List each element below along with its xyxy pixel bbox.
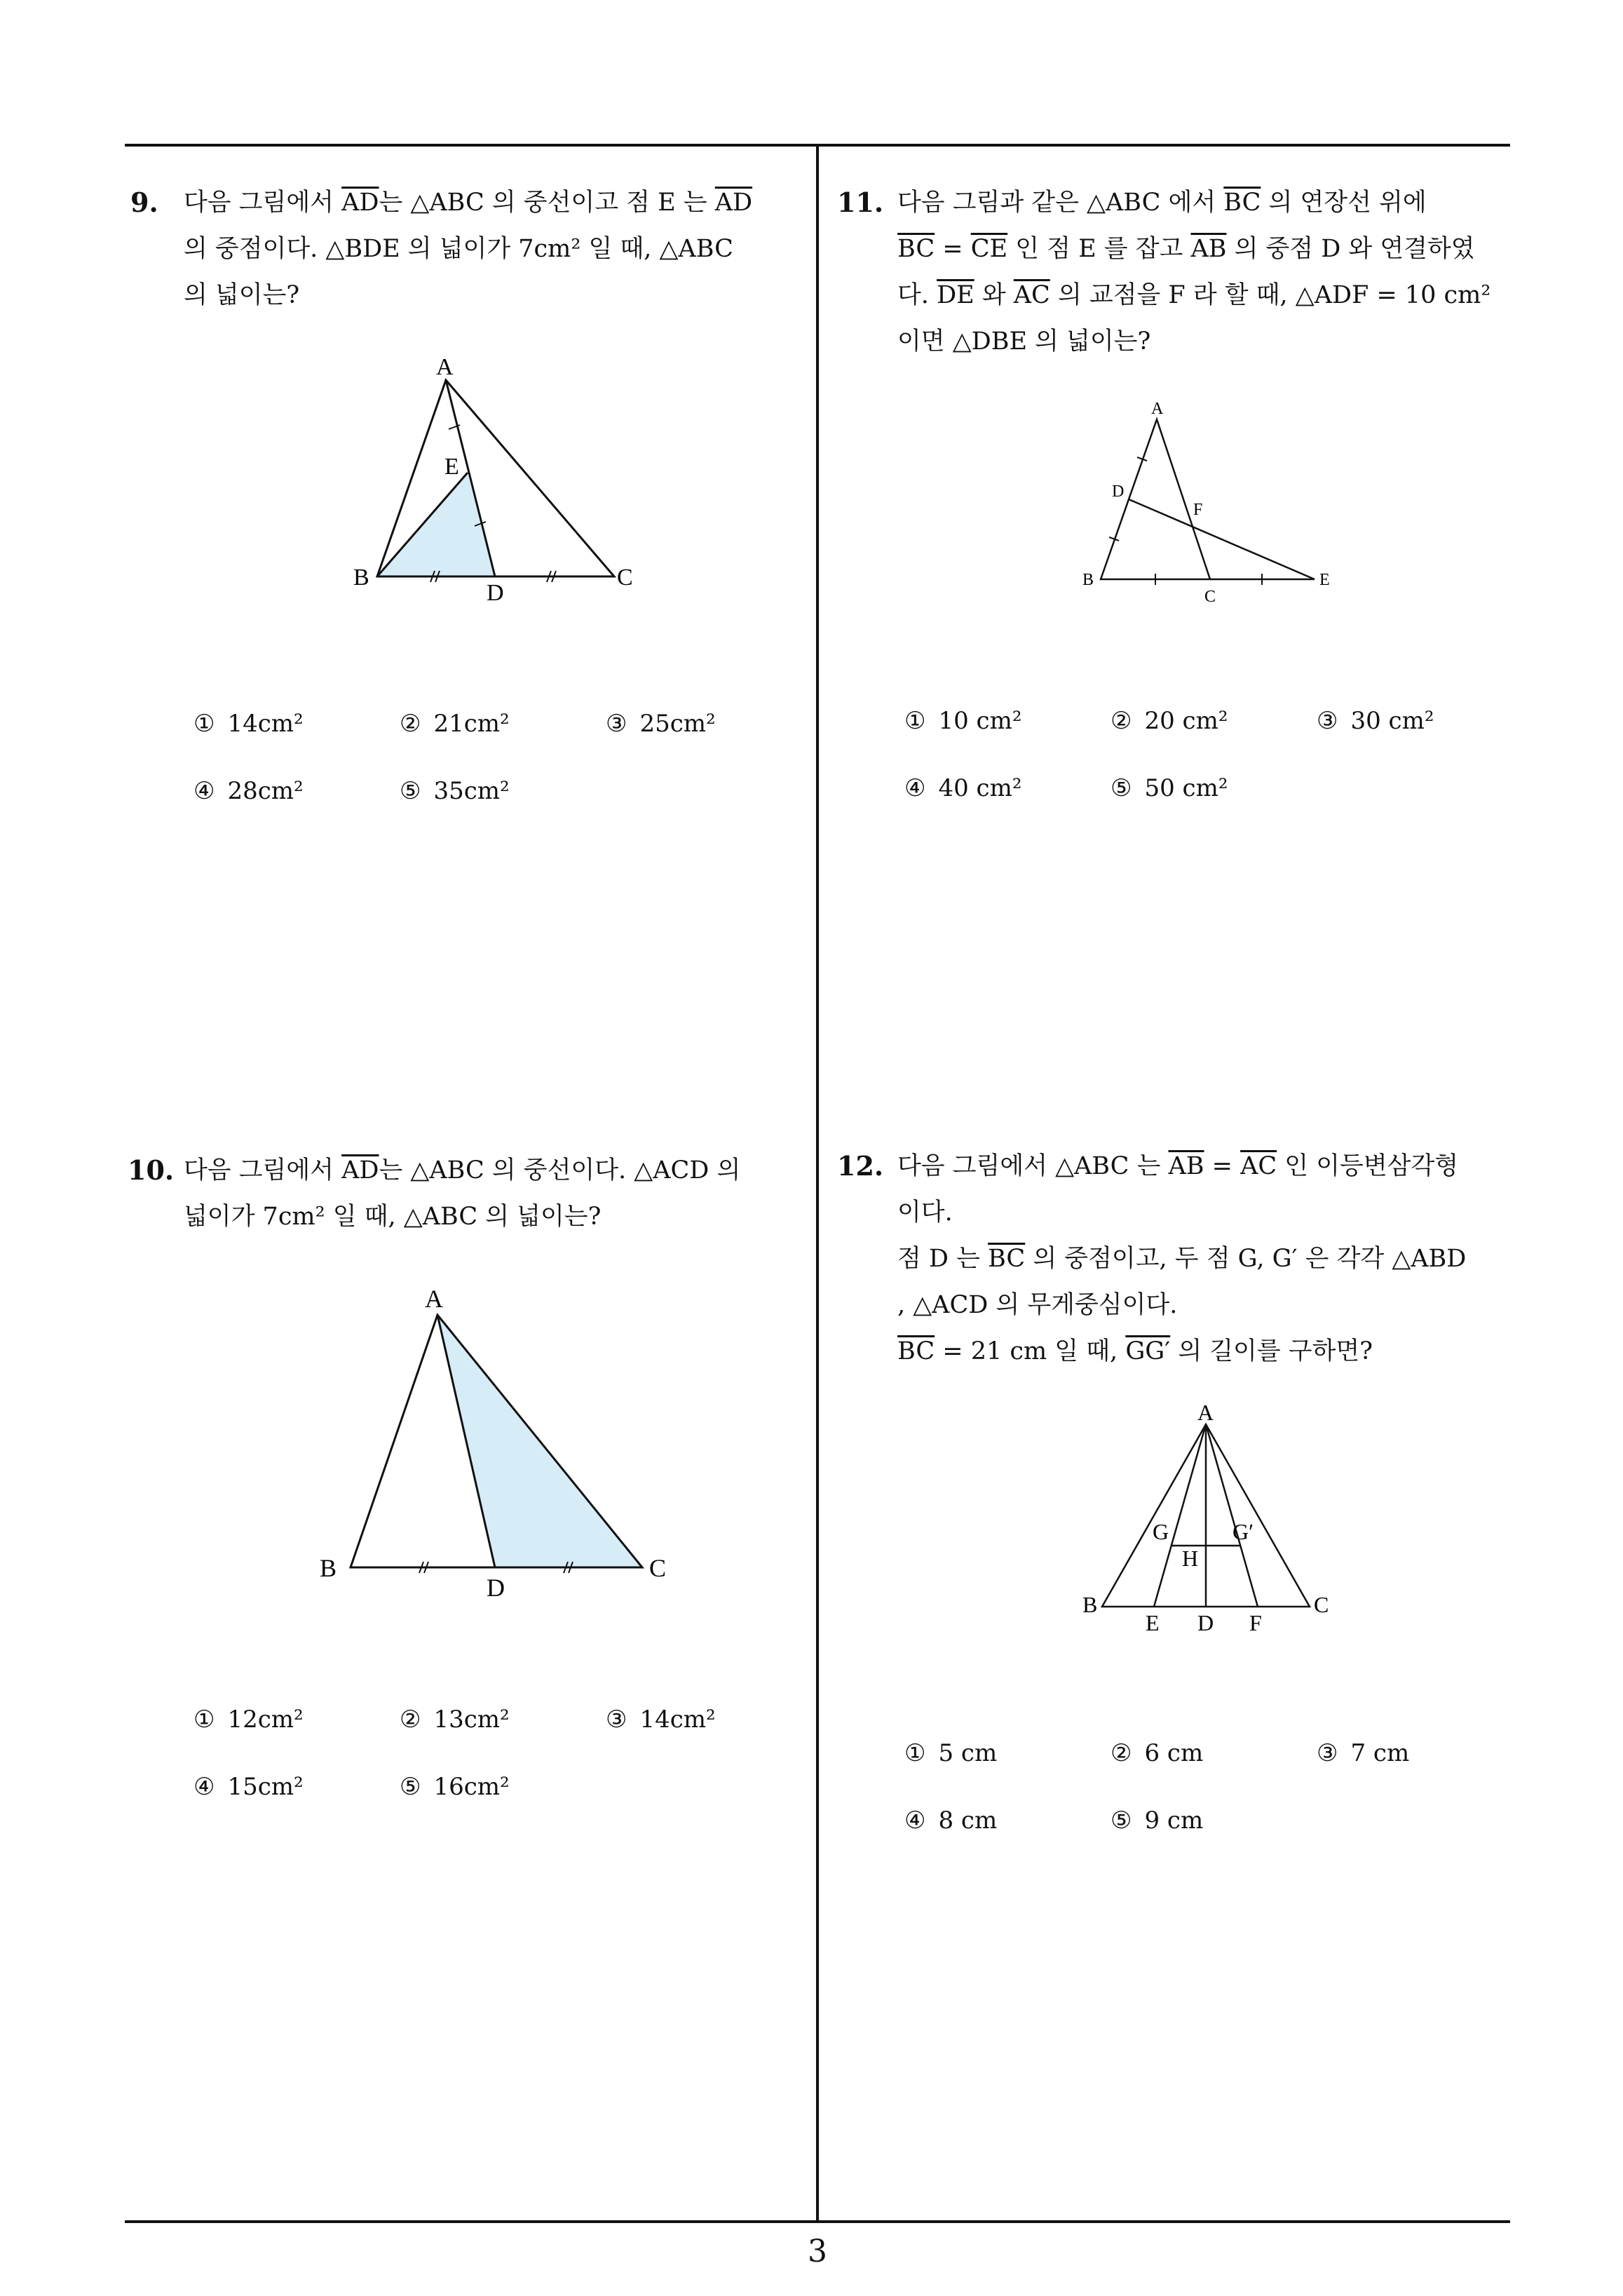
text-run: 다음 그림과 같은 △ABC 에서 — [897, 189, 1224, 217]
choice-5[interactable] — [400, 777, 510, 805]
choice-5[interactable] — [400, 1773, 510, 1801]
segment-notation: $\overline{CE}$ — [970, 235, 1008, 263]
text-run: 는 △ABC 의 중선이고 점 E 는 — [379, 189, 715, 217]
choice-2[interactable] — [400, 1706, 510, 1734]
label-e: E — [1146, 1610, 1160, 1635]
choice-text: 7 cm — [1350, 1739, 1410, 1767]
choice-text: 28cm² — [227, 777, 304, 805]
text-run: = — [935, 235, 971, 263]
choice-mark: ③ — [606, 710, 627, 738]
choice-text: 25cm² — [639, 710, 716, 738]
choice-mark: ④ — [904, 774, 926, 802]
label-f: F — [1193, 501, 1203, 519]
page-number: 3 — [808, 2234, 827, 2269]
label-d: D — [1112, 482, 1125, 501]
label-d: D — [487, 1574, 505, 1602]
segment-af — [1206, 1424, 1258, 1607]
choice-text: 20 cm² — [1144, 707, 1228, 735]
label-b: B — [320, 1554, 337, 1582]
choice-mark: ② — [1111, 1739, 1132, 1767]
choice-1[interactable] — [904, 707, 1021, 735]
choice-mark: ② — [400, 1706, 421, 1734]
text-line: 의 넓이는? — [184, 281, 300, 309]
text-run: 다음 그림에서 — [184, 189, 342, 217]
bottom-rule — [125, 2220, 1510, 2223]
label-e: E — [444, 454, 459, 480]
text-run: 다음 그림에서 △ABC 는 — [897, 1152, 1169, 1180]
text-line: 넓이가 7cm² 일 때, △ABC 의 넓이는? — [184, 1203, 602, 1231]
segment-ae — [1154, 1424, 1206, 1607]
choice-text: 10 cm² — [938, 707, 1022, 735]
text-line — [897, 1328, 1466, 1375]
choice-text: 9 cm — [1144, 1807, 1204, 1835]
segment-de — [1129, 499, 1315, 579]
label-c: C — [617, 565, 633, 590]
column-divider — [816, 144, 819, 2223]
choice-mark: ② — [400, 710, 421, 738]
choice-text: 14cm² — [227, 710, 304, 738]
choice-text: 8 cm — [938, 1807, 998, 1835]
choice-mark: ⑤ — [1111, 1807, 1132, 1835]
choice-text: 21cm² — [433, 710, 510, 738]
label-a: A — [1151, 400, 1164, 418]
text-run: 의 교점을 F 라 할 때, △ADF = 10 cm² — [1050, 281, 1491, 309]
choice-4[interactable] — [904, 774, 1021, 802]
figure-q12 — [1073, 1399, 1339, 1645]
text-run: 인 이등변삼각형 — [1277, 1152, 1459, 1180]
choice-mark: ④ — [904, 1807, 926, 1835]
text-run: 의 중점이고, 두 점 G, G′ 은 각각 △ABD — [1025, 1245, 1467, 1273]
label-a: A — [425, 1285, 443, 1313]
choice-text: 50 cm² — [1144, 774, 1228, 802]
choice-mark: ③ — [1317, 1739, 1338, 1767]
segment-notation: $\overline{AB}$ — [1190, 235, 1227, 263]
text-run: 는 △ABC 의 중선이다. △ACD 의 — [379, 1156, 741, 1184]
choice-text: 16cm² — [433, 1773, 510, 1801]
text-line: , △ACD 의 무게중심이다. — [897, 1291, 1178, 1319]
figure-q9 — [337, 351, 659, 603]
choice-2[interactable] — [400, 710, 510, 738]
text-run: = — [1204, 1152, 1241, 1180]
choice-mark: ④ — [193, 1773, 215, 1801]
segment-notation: $\overline{AD}$ — [341, 189, 379, 217]
label-g: G — [1153, 1519, 1169, 1544]
segment-notation: GG′ — [1125, 1337, 1171, 1365]
label-f: F — [1249, 1610, 1262, 1635]
segment-notation: $\overline{AB}$ — [1168, 1152, 1204, 1180]
figure-q11 — [1073, 393, 1346, 610]
label-c: C — [1204, 588, 1216, 606]
choice-mark: ⑤ — [400, 777, 421, 805]
choice-mark: ⑤ — [1111, 774, 1132, 802]
segment-notation: $\overline{AC}$ — [1240, 1152, 1277, 1180]
text-run: 다음 그림에서 — [184, 1156, 342, 1184]
choice-text: 40 cm² — [938, 774, 1022, 802]
choice-text: 12cm² — [227, 1706, 304, 1734]
choice-4[interactable] — [193, 777, 304, 805]
choice-text: 5 cm — [938, 1739, 998, 1767]
choice-mark: ③ — [606, 1706, 627, 1734]
segment-notation: $\overline{AC}$ — [1013, 281, 1050, 309]
choice-5[interactable] — [1111, 774, 1228, 802]
question-number: 10. — [128, 1154, 175, 1186]
text-run: 다. — [897, 281, 937, 309]
text-run: 의 길이를 구하면? — [1170, 1337, 1373, 1365]
segment-notation: $\overline{BC}$ — [988, 1245, 1026, 1273]
label-b: B — [1082, 1592, 1098, 1617]
label-g-prime: G′ — [1232, 1519, 1254, 1544]
label-d: D — [1197, 1610, 1214, 1635]
text-line: 이다. — [897, 1198, 953, 1227]
segment-notation: $\overline{AD}$ — [341, 1156, 379, 1184]
choice-3[interactable] — [1317, 707, 1434, 735]
segment-notation: $\overline{DE}$ — [937, 281, 975, 309]
segment-notation: $\overline{BC}$ — [897, 235, 935, 263]
text-line — [184, 180, 752, 226]
text-line — [897, 226, 1490, 272]
question-text — [184, 1147, 740, 1240]
text-line — [184, 1147, 740, 1194]
question-number: 9. — [130, 187, 158, 218]
choice-mark: ① — [904, 707, 926, 735]
choice-5[interactable] — [1111, 1807, 1203, 1835]
text-line — [897, 1236, 1466, 1282]
text-line: 이면 △DBE 의 넓이는? — [897, 327, 1151, 356]
choice-text: 30 cm² — [1350, 707, 1434, 735]
text-run: 의 연장선 위에 — [1261, 189, 1427, 217]
choice-1[interactable] — [904, 1739, 997, 1767]
text-run: 인 점 E 를 잡고 — [1007, 235, 1191, 263]
text-run: 와 — [974, 281, 1014, 309]
question-text — [184, 180, 752, 318]
text-run: 점 D 는 — [897, 1245, 989, 1273]
label-a: A — [436, 354, 454, 380]
choice-1[interactable] — [193, 710, 304, 738]
text-line — [897, 1143, 1466, 1189]
segment-notation: $\overline{BC}$ — [1223, 189, 1261, 217]
choice-mark: ③ — [1317, 707, 1338, 735]
choice-mark: ② — [1111, 707, 1132, 735]
choice-mark: ① — [193, 710, 215, 738]
label-c: C — [1314, 1592, 1329, 1617]
label-d: D — [487, 580, 504, 603]
text-line — [897, 272, 1490, 318]
choice-mark: ① — [904, 1739, 926, 1767]
choice-2[interactable] — [1111, 1739, 1203, 1767]
label-c: C — [649, 1554, 667, 1582]
segment-notation: $\overline{BC}$ — [897, 1337, 935, 1365]
question-text — [897, 1143, 1466, 1375]
choice-text: 15cm² — [227, 1773, 304, 1801]
question-text — [897, 180, 1490, 365]
question-number: 12. — [837, 1150, 884, 1182]
text-line: 의 중점이다. △BDE 의 넓이가 7cm² 일 때, △ABC — [184, 235, 733, 263]
choice-4[interactable] — [193, 1773, 304, 1801]
segment-notation: $\overline{AD}$ — [714, 189, 753, 217]
label-e: E — [1319, 571, 1330, 589]
figure-q10 — [308, 1269, 687, 1606]
text-line — [897, 180, 1490, 226]
choice-2[interactable] — [1111, 707, 1228, 735]
choice-text: 14cm² — [639, 1706, 716, 1734]
label-b: B — [353, 565, 369, 590]
choice-text: 35cm² — [433, 777, 510, 805]
choice-text: 6 cm — [1144, 1739, 1204, 1767]
choice-text: 13cm² — [433, 1706, 510, 1734]
label-a: A — [1197, 1400, 1214, 1425]
label-h: H — [1182, 1546, 1199, 1571]
choice-1[interactable] — [193, 1706, 304, 1734]
choice-mark: ④ — [193, 777, 215, 805]
text-run: = 21 cm 일 때, — [935, 1337, 1126, 1365]
choice-mark: ① — [193, 1706, 215, 1734]
choice-3[interactable] — [606, 710, 716, 738]
choice-3[interactable] — [606, 1706, 716, 1734]
text-run: 의 중점 D 와 연결하였 — [1226, 235, 1475, 263]
choice-4[interactable] — [904, 1807, 997, 1835]
label-b: B — [1082, 571, 1094, 589]
choice-mark: ⑤ — [400, 1773, 421, 1801]
choice-3[interactable] — [1317, 1739, 1409, 1767]
question-number: 11. — [837, 187, 884, 218]
